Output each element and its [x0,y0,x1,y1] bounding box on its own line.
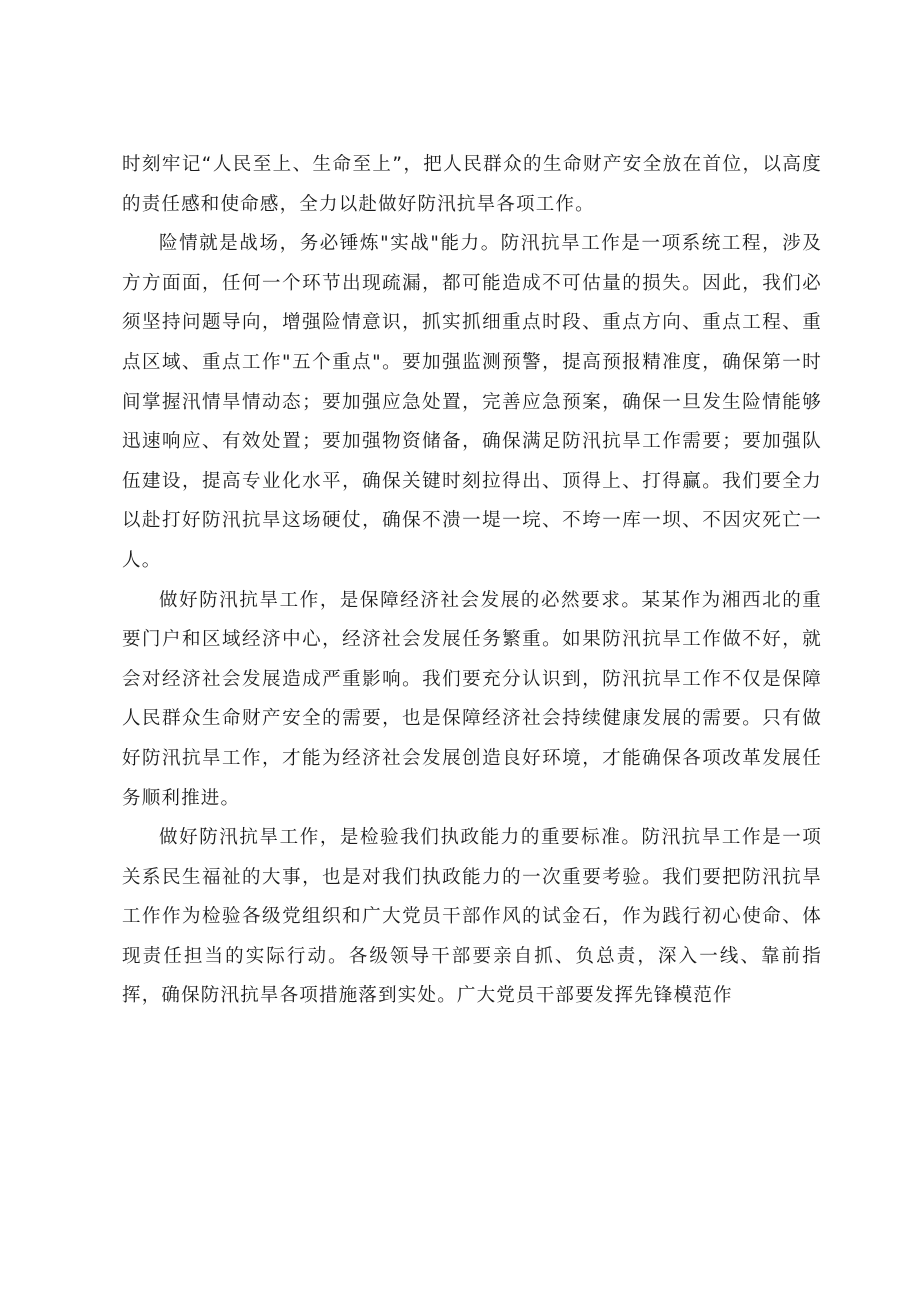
paragraph-risk-battlefield: 险情就是战场，务必锤炼"实战"能力。防汛抗旱工作是一项系统工程，涉及方方面面，任何一个环节出现疏漏，都可能造成不可估量的损失。因此，我们必须坚持问题导向，增强险情意识，抓实抓细重点时段、重点方向、重点工程、重点区域、重点工作"五个重点"。要加强监测预警，提高预报精准度，确保第一时间掌握汛情旱情动态；要加强应急处置，完善应急预案，确保一旦发生险情能够迅速响应、有效处置；要加强物资储备，确保满足防汛抗旱工作需要；要加强队伍建设，提高专业化水平，确保关键时刻拉得出、顶得上、打得赢。我们要全力以赴打好防汛抗旱这场硬仗，确保不溃一堤一垸、不垮一库一坝、不因灾死亡一人。 [122,233,822,571]
paragraph-governance-capability: 做好防汛抗旱工作，是检验我们执政能力的重要标准。防汛抗旱工作是一项关系民生福祉的大事，也是对我们执政能力的一次重要考验。我们要把防汛抗旱工作作为检验各级党组织和广大党员干部作风的试金石，作为践行初心使命、体现责任担当的实际行动。各级领导干部要亲自抓、负总责，深入一线、靠前指挥，确保防汛抗旱各项措施落到实处。广大党员干部要发挥先锋模范作 [122,827,822,1007]
paragraph-economic-development: 做好防汛抗旱工作，是保障经济社会发展的必然要求。某某作为湘西北的重要门户和区域经济中心，经济社会发展任务繁重。如果防汛抗旱工作做不好，就会对经济社会发展造成严重影响。我们要充分认识到，防汛抗旱工作不仅是保障人民群众生命财产安全的需要，也是保障经济社会持续健康发展的需要。只有做好防汛抗旱工作，才能为经济社会发展创造良好环境，才能确保各项改革发展任务顺利推进。 [122,589,822,809]
document-page [122,145,822,1016]
paragraph-continued: 时刻牢记“人民至上、生命至上”，把人民群众的生命财产安全放在首位，以高度的责任感和使命感，全力以赴做好防汛抗旱各项工作。 [122,154,822,215]
